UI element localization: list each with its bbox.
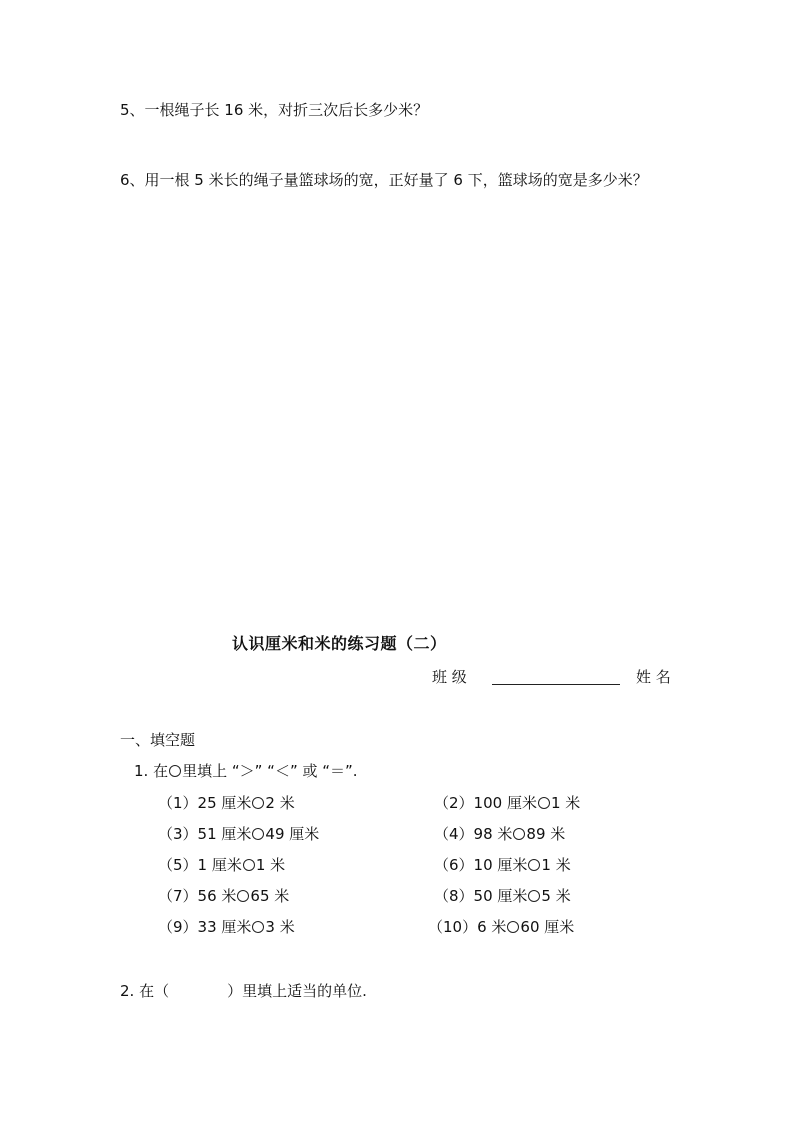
circle-blank-icon[interactable] <box>243 859 255 871</box>
item-right: 1 米 <box>255 856 286 874</box>
circle-blank-icon[interactable] <box>538 797 550 809</box>
compare-item-4 <box>434 827 565 842</box>
compare-item-7 <box>158 889 289 904</box>
compare-item-3 <box>158 827 319 842</box>
item-left: 10 厘米 <box>473 856 528 874</box>
circle-blank-icon[interactable] <box>528 859 540 871</box>
item-number: （7） <box>158 887 198 905</box>
section-heading: 一、填空题 <box>120 731 196 749</box>
item-right: 89 米 <box>526 825 566 843</box>
compare-item-10 <box>428 920 574 935</box>
item-number: （4） <box>434 825 474 843</box>
compare-item-9 <box>158 920 295 935</box>
compare-item-5 <box>158 858 285 873</box>
compare-item-6 <box>434 858 571 873</box>
q1-prefix: 1. 在 <box>134 762 169 780</box>
worksheet-title: 认识厘米和米的练习题（二） <box>232 634 447 653</box>
circle-blank-icon[interactable] <box>528 890 540 902</box>
circle-blank-icon[interactable] <box>252 797 264 809</box>
circle-blank-icon[interactable] <box>507 921 519 933</box>
item-number: （9） <box>158 918 198 936</box>
q2-prefix: 2. 在（ <box>120 982 170 1000</box>
question-6: 6、用一根 5 米长的绳子量篮球场的宽，正好量了 6 下，篮球场的宽是多少米？ <box>120 171 648 189</box>
item-left: 50 厘米 <box>473 887 528 905</box>
item-right: 1 米 <box>550 794 581 812</box>
item-number: （3） <box>158 825 198 843</box>
class-label: 班 级 <box>432 668 467 686</box>
item-left: 1 厘米 <box>197 856 242 874</box>
item-right: 49 厘米 <box>265 825 320 843</box>
item-right: 60 厘米 <box>520 918 575 936</box>
item-left: 25 厘米 <box>197 794 252 812</box>
class-blank-line[interactable] <box>492 684 620 685</box>
item-number: （5） <box>158 856 198 874</box>
compare-item-2 <box>434 796 580 811</box>
item-left: 56 米 <box>197 887 237 905</box>
circle-blank-icon[interactable] <box>252 921 264 933</box>
item-number: （6） <box>434 856 474 874</box>
q2-suffix: ）里填上适当的单位. <box>227 982 367 1000</box>
q1-suffix: 里填上 “＞” “＜” 或 “＝”. <box>182 762 358 780</box>
item-number: （1） <box>158 794 198 812</box>
item-number: （8） <box>434 887 474 905</box>
item-left: 6 米 <box>477 918 507 936</box>
name-label: 姓 名 <box>636 668 671 686</box>
item-left: 33 厘米 <box>197 918 252 936</box>
item-left: 100 厘米 <box>473 794 537 812</box>
item-number: （2） <box>434 794 474 812</box>
item-right: 1 米 <box>541 856 571 874</box>
question-5: 5、一根绳子长 16 米，对折三次后长多少米？ <box>120 101 429 119</box>
circle-blank-icon[interactable] <box>513 828 525 840</box>
question-2-instruction <box>120 984 367 999</box>
circle-icon <box>169 765 181 777</box>
item-left: 51 厘米 <box>197 825 252 843</box>
item-right: 2 米 <box>265 794 295 812</box>
compare-item-8 <box>434 889 571 904</box>
item-right: 5 米 <box>541 887 571 905</box>
item-right: 65 米 <box>250 887 290 905</box>
circle-blank-icon[interactable] <box>252 828 264 840</box>
circle-blank-icon[interactable] <box>237 890 249 902</box>
compare-item-1 <box>158 796 295 811</box>
item-right: 3 米 <box>265 918 295 936</box>
item-left: 98 米 <box>473 825 513 843</box>
question-1-instruction <box>134 764 358 779</box>
item-number: （10） <box>428 918 478 936</box>
